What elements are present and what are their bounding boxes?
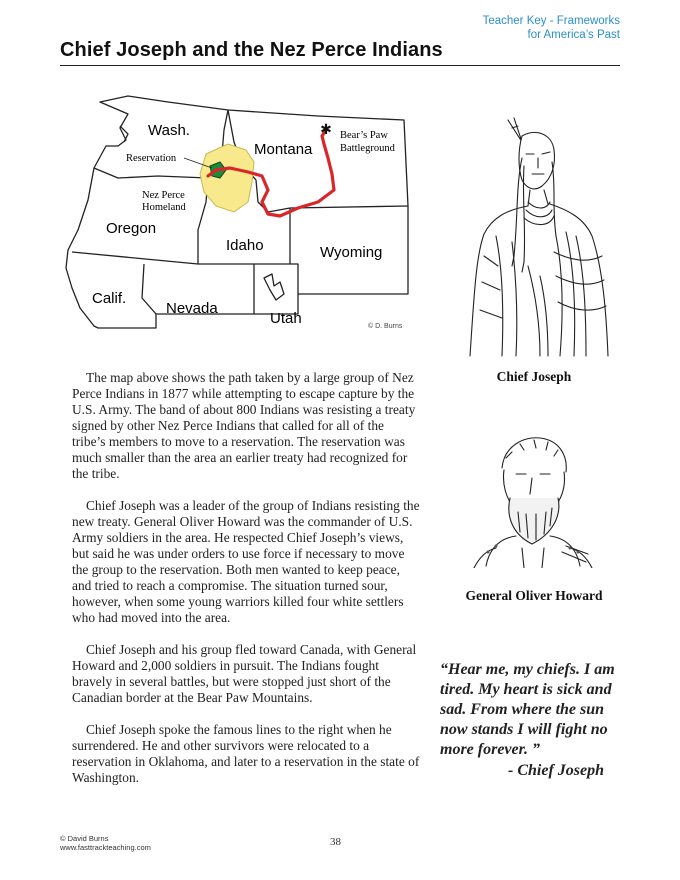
general-howard-caption: General Oliver Howard [465, 588, 603, 603]
teacher-key-header [483, 14, 620, 42]
label-homeland-line1: Nez Perce [142, 190, 185, 201]
label-wash: Wash. [148, 122, 190, 139]
nez-perce-route-map [58, 90, 420, 340]
label-nevada: Nevada [166, 300, 218, 317]
footer-website[interactable]: www.fasttrackteaching.com [60, 843, 151, 852]
paragraph-4: Chief Joseph spoke the famous lines to the right when he surrendered. He and other survivors were relocated to a reservation in Oklahoma, and later to a reservation in the state of Washington. [72, 722, 420, 785]
great-salt-lake [264, 274, 284, 300]
paragraph-3: Chief Joseph and his group fled toward Canada, with General Howard and 2,000 soldiers in pursuit. The Indians fought bravely in several battles, but were stopped just short of the Canadian border at the Bear Paw Mountains. [72, 642, 417, 705]
label-calif: Calif. [92, 290, 127, 307]
wash-oregon-border [94, 168, 208, 178]
title-divider [60, 65, 620, 66]
paragraph-2: Chief Joseph was a leader of the group of Indians resisting the new treaty. General Oliver Howard was the commander of U.S. Army soldiers in the area. He respected Chief Joseph’s views, but said he was under orders to use force if necessary to move the group to the reservation. Both men wanted to keep peace, and tried to reach a compromise. The situation turned sour, however, when some young warriors killed four white settlers who had moved into the area. [72, 498, 420, 625]
calif-nevada-border [142, 264, 156, 314]
label-battleground-line2: Battleground [340, 143, 395, 154]
chief-joseph-portrait [456, 106, 612, 358]
map-credit: © D. Burns [368, 323, 403, 330]
footer-copyright: © David Burns [60, 834, 109, 843]
battleground-star-icon: ✱ [320, 122, 332, 138]
article-body [72, 370, 420, 802]
nez-perce-homeland-area [200, 144, 254, 212]
chief-joseph-caption: Chief Joseph [496, 369, 572, 384]
teacher-key-line2: for America’s Past [527, 29, 620, 41]
footer-credits [60, 834, 151, 852]
page-number: 38 [330, 836, 341, 848]
label-battleground-line1: Bear’s Paw [340, 130, 388, 141]
label-utah: Utah [270, 310, 302, 327]
label-homeland-line2: Homeland [142, 202, 186, 213]
puget-sound [120, 126, 128, 142]
teacher-key-line1: Teacher Key - Frameworks [482, 15, 620, 27]
label-idaho: Idaho [226, 237, 264, 254]
quote-attribution: - Chief Joseph [508, 762, 604, 779]
label-oregon: Oregon [106, 220, 157, 237]
paragraph-1: The map above shows the path taken by a large group of Nez Perce Indians in 1877 while attempting to escape capture by the U.S. Army. The band of about 800 Indians was resisting a treaty signed by other Nez Perce Indians that called for all of the tribe’s members to move to a reservation. The reservation was much smaller than the area an earlier treaty had recognized for the tribe. [72, 370, 416, 481]
label-montana: Montana [254, 141, 313, 158]
label-reservation: Reservation [126, 153, 177, 164]
chief-joseph-quote: “Hear me, my chiefs. I am tired. My heart is sick and sad. From where the sun now stands I will fight no more forever. ” [440, 661, 615, 758]
general-howard-portrait [466, 428, 600, 568]
page-title: Chief Joseph and the Nez Perce Indians [60, 39, 443, 61]
label-wyoming: Wyoming [320, 244, 383, 261]
wyoming-west-border [290, 208, 298, 294]
